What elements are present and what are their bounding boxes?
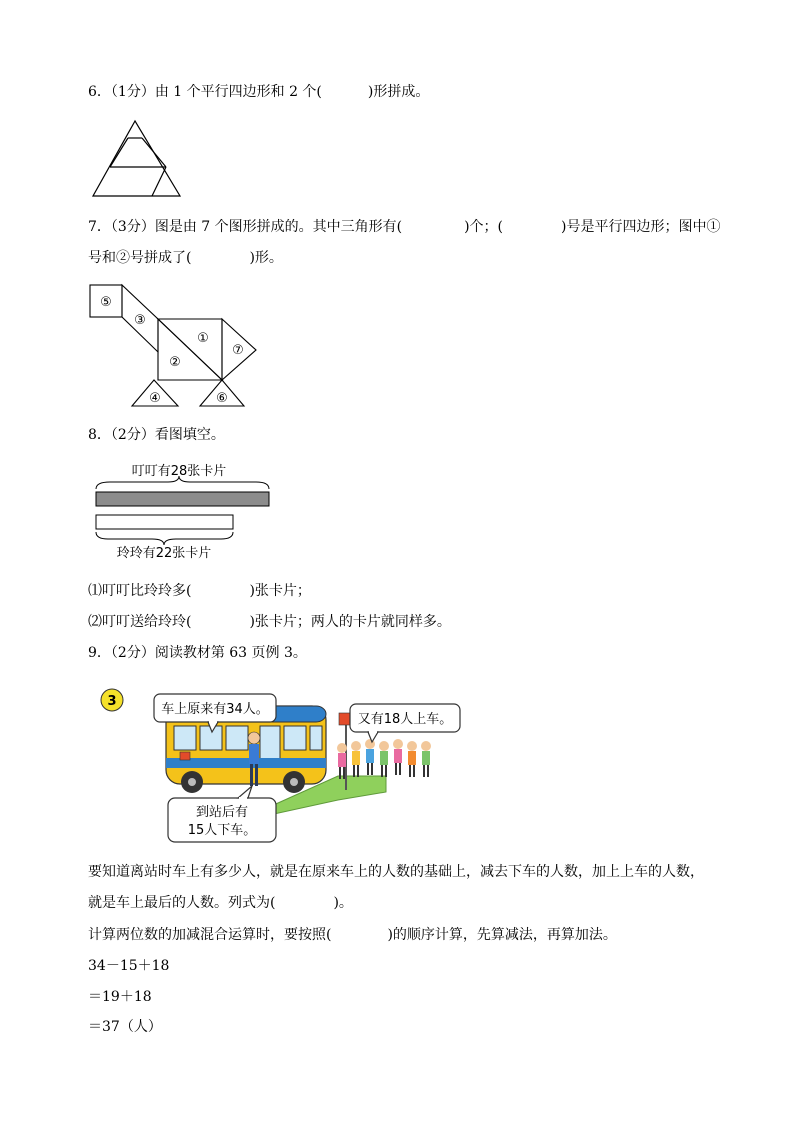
q9-calc-line-2: ＝19＋18 [88,989,152,1005]
q9-bus-illustration [88,680,478,845]
q7-label-5: ⑤ [100,295,112,310]
q6-inner-line-right [142,138,166,167]
q7-tangram-figure [88,282,263,410]
q7-text-1a: 7．（3分）图是由 7 个图形拼成的。其中三角形有( [88,219,403,235]
q8-sub1-pre: ⑴叮叮比玲玲多( [88,583,192,599]
q9-paragraph-1: 要知道离站时车上有多少人，就是在原来车上的人数的基础上，减去下车的人数，加上上车的人数， [88,864,704,880]
q9-calc-line-1: 34－15＋18 [88,958,170,974]
q7-line1 [88,217,721,237]
q6-slant-line [152,167,166,196]
q6-triangle-figure [88,118,184,200]
q9-bubble-2 [350,704,460,742]
q9-p3-post: )的顺序计算，先算减法，再算加法。 [387,927,617,943]
q9-badge-number: 3 [107,694,117,709]
q6-inner-line-left [110,138,128,167]
q8-bar-diagram [88,455,278,565]
q9-paragraph-2 [88,893,353,913]
q7-label-4: ④ [149,391,161,406]
q9-children [337,739,431,779]
q9-title: 9．（2分）阅读教材第 63 页例 3。 [88,645,307,661]
q7-label-7: ⑦ [232,343,244,358]
q9-calc-line-3: ＝37（人） [88,1019,162,1035]
q9-bubble-2-text: 又有18人上车。 [357,712,453,727]
q8-sub2 [88,612,451,632]
q8-sub2-pre: ⑵叮叮送给玲玲( [88,614,192,630]
q8-title: 8．（2分）看图填空。 [88,427,225,443]
q7-text-1c: )号是平行四边形；图中① [561,219,721,235]
q7-label-1: ① [197,331,209,346]
q9-bubble-3-line1: 到站后有 [195,805,249,820]
q9-p3-pre: 计算两位数的加减混合运算时，要按照( [88,927,332,943]
q9-p2-post: )。 [333,895,353,911]
q6-text-pre: 6．（1分）由 1 个平行四边形和 2 个( [88,84,322,100]
q9-bubble-1-text: 车上原来有34人。 [161,702,269,717]
q8-bottom-brace [96,532,233,545]
q9-bubble-3 [168,786,276,842]
q7-shape-2-triangle [158,319,222,380]
q8-top-bar [96,492,269,506]
q6-line [88,82,429,102]
q9-p2-pre: 就是车上最后的人数。列式为( [88,895,276,911]
q8-sub2-post: )张卡片；两人的卡片就同样多。 [249,614,451,630]
q8-sub1 [88,581,311,601]
q9-paragraph-3 [88,925,617,945]
q7-label-2: ② [169,355,181,370]
q7-label-6: ⑥ [216,391,228,406]
q7-label-3: ③ [134,313,146,328]
q9-bubble-3-line2: 15人下车。 [187,823,257,838]
q8-top-label: 叮叮有28张卡片 [131,464,227,479]
q6-outer-triangle [93,121,180,196]
q8-bottom-bar [96,515,233,529]
q7-text-2a: 号和②号拼成了( [88,250,192,266]
q8-sub1-post: )张卡片； [249,583,311,599]
q7-text-1b: )个；( [464,219,504,235]
q7-line2 [88,248,283,268]
q7-text-2b: )形。 [249,250,283,266]
q8-bottom-label: 玲玲有22张卡片 [116,546,212,561]
q6-text-post: )形拼成。 [367,84,430,100]
